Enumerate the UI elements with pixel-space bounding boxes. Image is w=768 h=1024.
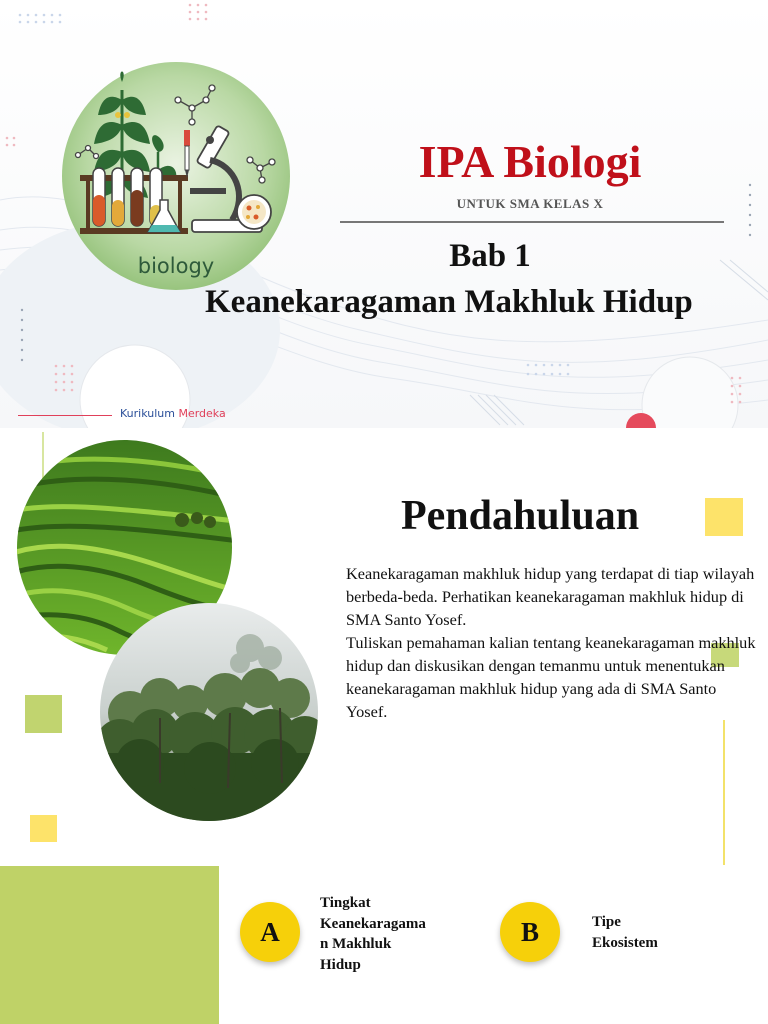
biology-logo bbox=[60, 60, 292, 292]
decor-square-yellow-top bbox=[705, 498, 743, 536]
subtitle: UNTUK SMA KELAS X bbox=[456, 196, 604, 211]
decor-square-green-left bbox=[25, 695, 62, 733]
topic-label-b-line-1: Tipe bbox=[592, 914, 621, 930]
curriculum-label bbox=[120, 407, 226, 420]
topic-badge-a: A bbox=[240, 902, 300, 962]
green-side-panel bbox=[0, 866, 219, 1024]
topic-badge-b: B bbox=[500, 902, 560, 962]
curriculum-label-part1: Kurikulum bbox=[120, 407, 175, 420]
curriculum-line bbox=[18, 415, 112, 416]
topic-label-a-line-3: n Makhluk bbox=[320, 936, 392, 952]
topic-label-b bbox=[592, 912, 712, 953]
topic-label-b-line-2: Ekosistem bbox=[592, 934, 658, 951]
intro-paragraph-1: Keanekaragaman makhluk hidup yang terdapat di tiap wilayah berbeda-beda. Perhatikan keanekaragaman makhluk hidup di SMA Santo Yosef. bbox=[346, 564, 755, 629]
section-title: Pendahuluan bbox=[400, 493, 640, 539]
decor-square-yellow-bottom bbox=[30, 815, 57, 842]
title-slide bbox=[0, 0, 768, 428]
topic-label-a-line-2: Keanekaragama bbox=[320, 915, 426, 932]
topic-label-a-line-4: Hidup bbox=[320, 956, 361, 973]
petri-dish-icon bbox=[237, 195, 271, 229]
intro-paragraph-2: Tuliskan pemahaman kalian tentang keanekaragaman makhluk hidup dan diskusikan dengan temanmu untuk menentukan keanekaragaman makhluk hidup yang ada di SMA Santo Yosef. bbox=[346, 633, 756, 721]
logo-text: biology bbox=[137, 254, 215, 278]
chapter-number: Bab 1 bbox=[449, 238, 531, 274]
topic-label-a bbox=[320, 893, 460, 975]
curriculum-label-part2: Merdeka bbox=[178, 407, 226, 420]
intro-text bbox=[346, 562, 761, 723]
topic-label-a-line-1: Tingkat bbox=[320, 895, 371, 911]
page-title: IPA Biologi bbox=[418, 136, 642, 187]
decor-line-right bbox=[723, 720, 725, 865]
forest-image bbox=[100, 603, 318, 821]
forest-photo bbox=[100, 603, 318, 821]
chapter-title: Keanekaragaman Makhluk Hidup bbox=[205, 284, 693, 320]
title-divider bbox=[340, 221, 724, 223]
